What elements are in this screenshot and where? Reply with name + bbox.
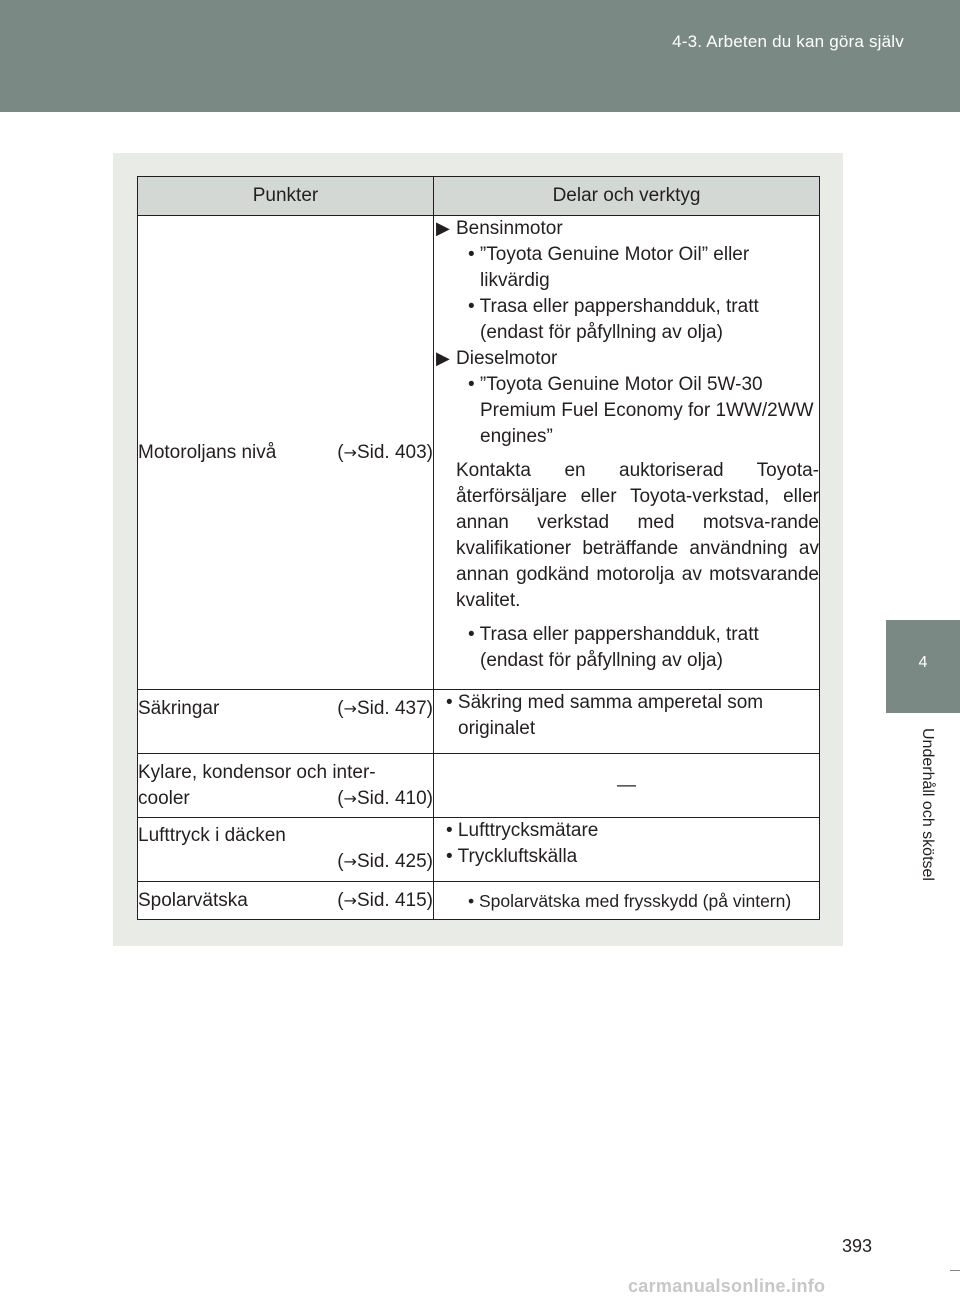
engine-heading-diesel (434, 346, 819, 372)
crop-mark (950, 650, 960, 651)
arrow-right-icon: → (343, 789, 357, 808)
arrow-right-icon: → (343, 442, 357, 462)
crop-mark (950, 0, 951, 16)
page-number: 393 (842, 1236, 873, 1256)
list-item: • Tryckluftskälla (446, 846, 578, 867)
triangle-marker-icon: ▶ (436, 218, 450, 239)
item-label: Kylare, kondensor och inter- (138, 762, 376, 783)
chapter-number: 4 (918, 654, 928, 671)
triangle-marker-icon: ▶ (436, 348, 450, 369)
table-row (138, 216, 820, 690)
engine-label: Dieselmotor (456, 348, 558, 369)
column-header-parts: Delar och verktyg (434, 177, 820, 216)
list-item: • ”Toyota Genuine Motor Oil” eller likvärdig (468, 244, 750, 291)
item-cell (138, 818, 434, 882)
table-row (138, 882, 820, 920)
engine-label: Bensinmotor (456, 218, 563, 239)
item-line (138, 786, 433, 812)
dealer-note: Kontakta en auktoriserad Toyota-återförsäljare eller Toyota-verkstad, eller annan verkstad med motsva-rande kvalifikationer beträffande användning av annan godkänd motorolja av motsvarande kvalitet. (456, 460, 819, 611)
maintenance-table (137, 176, 820, 920)
arrow-right-icon: → (343, 890, 357, 910)
tools-cell (434, 818, 820, 882)
item-label: Motoroljans nivå (138, 441, 277, 463)
item-line (138, 888, 433, 914)
item-label: Lufttryck i däcken (138, 825, 286, 846)
item-label: Spolarvätska (138, 889, 248, 911)
item-cell (138, 216, 434, 690)
arrow-right-icon: → (343, 852, 357, 871)
item-label: Säkringar (138, 698, 220, 719)
list-item: • ”Toyota Genuine Motor Oil 5W-30 Premium Fuel Economy for 1WW/2WW engines” (468, 374, 814, 447)
tools-cell (434, 754, 820, 818)
table-row (138, 690, 820, 754)
table-row (138, 754, 820, 818)
page-reference: (→Sid. 425) (337, 851, 433, 872)
page-reference: (→Sid. 415) (337, 889, 433, 911)
page-reference: (→Sid. 437) (337, 698, 433, 719)
page-reference: (→Sid. 410) (337, 788, 433, 809)
tools-cell (434, 690, 820, 754)
page-reference-text: Sid. 403 (356, 441, 427, 463)
chapter-tab (886, 620, 960, 713)
chapter-title: Underhåll och skötsel (919, 728, 936, 881)
page-reference: (→Sid. 403) (337, 441, 433, 463)
list-item: • Lufttrycksmätare (446, 820, 599, 841)
item-cell (138, 754, 434, 818)
arrow-right-icon: → (343, 699, 357, 718)
list-item: • Trasa eller pappershandduk, tratt (endast för påfyllning av olja) (468, 624, 759, 671)
watermark: carmanualsonline.info (628, 1276, 826, 1296)
page-reference-text: Sid. 425 (356, 851, 427, 872)
column-header-items: Punkter (138, 177, 434, 216)
list-item: • Säkring med samma amperetal som originalet (446, 692, 764, 739)
engine-heading-petrol (434, 216, 819, 242)
list-item: • Trasa eller pappershandduk, tratt (endast för påfyllning av olja) (468, 296, 759, 343)
list-item: • Spolarvätska med frysskydd (på vintern) (468, 890, 792, 911)
item-line (138, 696, 433, 722)
tools-cell (434, 216, 820, 690)
crop-mark (950, 1270, 960, 1271)
page-reference-text: Sid. 415 (356, 889, 427, 911)
item-cell (138, 690, 434, 754)
table-row (138, 818, 820, 882)
item-label-continued: cooler (138, 788, 190, 809)
table-header-row (138, 177, 820, 216)
header-band (0, 0, 960, 112)
item-line (138, 440, 433, 466)
tools-cell (434, 882, 820, 920)
page-reference-text: Sid. 437 (356, 698, 427, 719)
section-title: 4-3. Arbeten du kan göra själv (672, 32, 904, 51)
page-reference-text: Sid. 410 (356, 788, 427, 809)
no-tools-dash: — (617, 774, 636, 796)
item-cell (138, 882, 434, 920)
